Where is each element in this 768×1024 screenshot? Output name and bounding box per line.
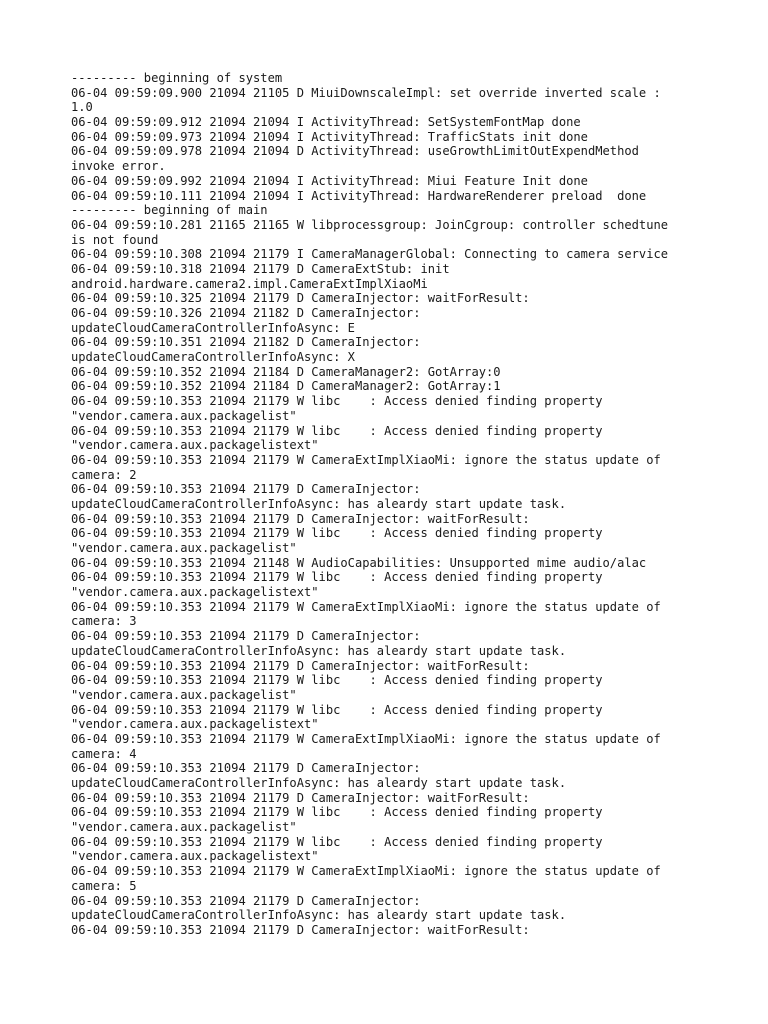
log-line: updateCloudCameraControllerInfoAsync: has aleardy start update task. (71, 776, 567, 790)
log-line: camera: 5 (71, 878, 137, 893)
log-line: invoke error. (71, 159, 166, 174)
log-line: 06-04 09:59:10.318 21094 21179 D CameraExtStub: init (71, 261, 450, 276)
log-line: 1.0 (71, 100, 93, 115)
log-line: 06-04 09:59:10.353 21094 21179 W libc : Access denied finding property (71, 834, 603, 849)
log-line: "vendor.camera.aux.packagelistext" (71, 849, 319, 864)
log-line: 06-04 09:59:10.353 21094 21179 W libc : Access denied finding property (71, 423, 603, 438)
log-line: 06-04 09:59:10.353 21094 21179 W libc : Access denied finding property (71, 570, 603, 585)
log-line: --------- beginning of system (71, 71, 283, 85)
log-line: 06-04 09:59:10.111 21094 21094 I ActivityThread: HardwareRenderer preload done (71, 188, 647, 203)
log-line: "vendor.camera.aux.packagelistext" (71, 585, 319, 600)
log-line: 06-04 09:59:10.352 21094 21184 D CameraManager2: GotArray:0 (71, 364, 501, 379)
log-line: 06-04 09:59:10.353 21094 21179 W libc : Access denied finding property (71, 805, 603, 820)
log-line: 06-04 09:59:10.325 21094 21179 D CameraInjector: waitForResult: (71, 291, 530, 306)
log-line: updateCloudCameraControllerInfoAsync: E (71, 320, 355, 335)
log-line: 06-04 09:59:10.353 21094 21179 D CameraInjector: waitForResult: (71, 922, 530, 937)
log-line: 06-04 09:59:10.308 21094 21179 I CameraManagerGlobal: Connecting to camera service (71, 247, 669, 262)
log-line: 06-04 09:59:10.352 21094 21184 D CameraManager2: GotArray:1 (71, 379, 501, 394)
log-line: 06-04 09:59:10.353 21094 21179 W CameraExtImplXiaoMi: ignore the status update of (71, 731, 661, 746)
log-line: 06-04 09:59:10.353 21094 21179 W libc : Access denied finding property (71, 394, 603, 409)
log-line: 06-04 09:59:10.353 21094 21179 D CameraInjector: (71, 761, 421, 776)
log-line: 06-04 09:59:10.353 21094 21179 W CameraExtImplXiaoMi: ignore the status update of (71, 599, 661, 614)
log-line: 06-04 09:59:10.353 21094 21179 D CameraInjector: waitForResult: (71, 658, 530, 673)
log-line: 06-04 09:59:10.353 21094 21179 D CameraInjector: (71, 482, 421, 497)
log-line: "vendor.camera.aux.packagelist" (71, 687, 297, 702)
log-line: 06-04 09:59:09.912 21094 21094 I ActivityThread: SetSystemFontMap done (71, 115, 581, 130)
log-line: 06-04 09:59:10.353 21094 21179 W libc : Access denied finding property (71, 673, 603, 688)
log-line: updateCloudCameraControllerInfoAsync: has aleardy start update task. (71, 643, 567, 658)
log-line: 06-04 09:59:09.978 21094 21094 D ActivityThread: useGrowthLimitOutExpendMethod (71, 144, 639, 159)
log-line: 06-04 09:59:10.353 21094 21179 D CameraInjector: waitForResult: (71, 790, 530, 805)
log-line: "vendor.camera.aux.packagelist" (71, 408, 297, 423)
log-line: 06-04 09:59:10.353 21094 21179 D CameraInjector: waitForResult: (71, 511, 530, 526)
log-line: camera: 4 (71, 746, 137, 761)
log-line: 06-04 09:59:10.353 21094 21179 D CameraInjector: (71, 629, 421, 644)
log-line: 06-04 09:59:10.353 21094 21179 W CameraExtImplXiaoMi: ignore the status update of (71, 452, 661, 467)
log-line: "vendor.camera.aux.packagelist" (71, 541, 297, 555)
log-line: camera: 3 (71, 614, 137, 629)
log-line: updateCloudCameraControllerInfoAsync: has aleardy start update task. (71, 908, 567, 923)
log-line: "vendor.camera.aux.packagelistext" (71, 717, 319, 732)
log-line: --------- beginning of main (71, 203, 268, 218)
log-line: 06-04 09:59:10.326 21094 21182 D CameraInjector: (71, 306, 421, 320)
log-line: "vendor.camera.aux.packagelist" (71, 820, 297, 835)
log-line: 06-04 09:59:10.353 21094 21179 W libc : Access denied finding property (71, 526, 603, 541)
log-line: 06-04 09:59:10.353 21094 21179 W libc : Access denied finding property (71, 702, 603, 717)
log-line: is not found (71, 232, 159, 247)
log-line: 06-04 09:59:10.353 21094 21179 D CameraInjector: (71, 893, 421, 908)
log-line: android.hardware.camera2.impl.CameraExtImplXiaoMi (71, 276, 428, 291)
log-line: updateCloudCameraControllerInfoAsync: X (71, 350, 355, 365)
log-line: camera: 2 (71, 467, 137, 482)
log-text-block (71, 71, 696, 938)
log-line: updateCloudCameraControllerInfoAsync: has aleardy start update task. (71, 496, 567, 511)
log-line: 06-04 09:59:09.973 21094 21094 I ActivityThread: TrafficStats init done (71, 129, 588, 144)
log-line: 06-04 09:59:10.281 21165 21165 W libprocessgroup: JoinCgroup: controller schedtune (71, 217, 669, 232)
log-line: 06-04 09:59:09.992 21094 21094 I ActivityThread: Miui Feature Init done (71, 173, 588, 188)
log-line: 06-04 09:59:10.353 21094 21179 W CameraExtImplXiaoMi: ignore the status update of (71, 864, 661, 879)
log-line: 06-04 09:59:10.353 21094 21148 W AudioCapabilities: Unsupported mime audio/alac (71, 555, 647, 570)
log-line: 06-04 09:59:10.351 21094 21182 D CameraInjector: (71, 335, 421, 350)
log-line: "vendor.camera.aux.packagelistext" (71, 438, 319, 453)
log-line: 06-04 09:59:09.900 21094 21105 D MiuiDownscaleImpl: set override inverted scale : (71, 85, 661, 100)
